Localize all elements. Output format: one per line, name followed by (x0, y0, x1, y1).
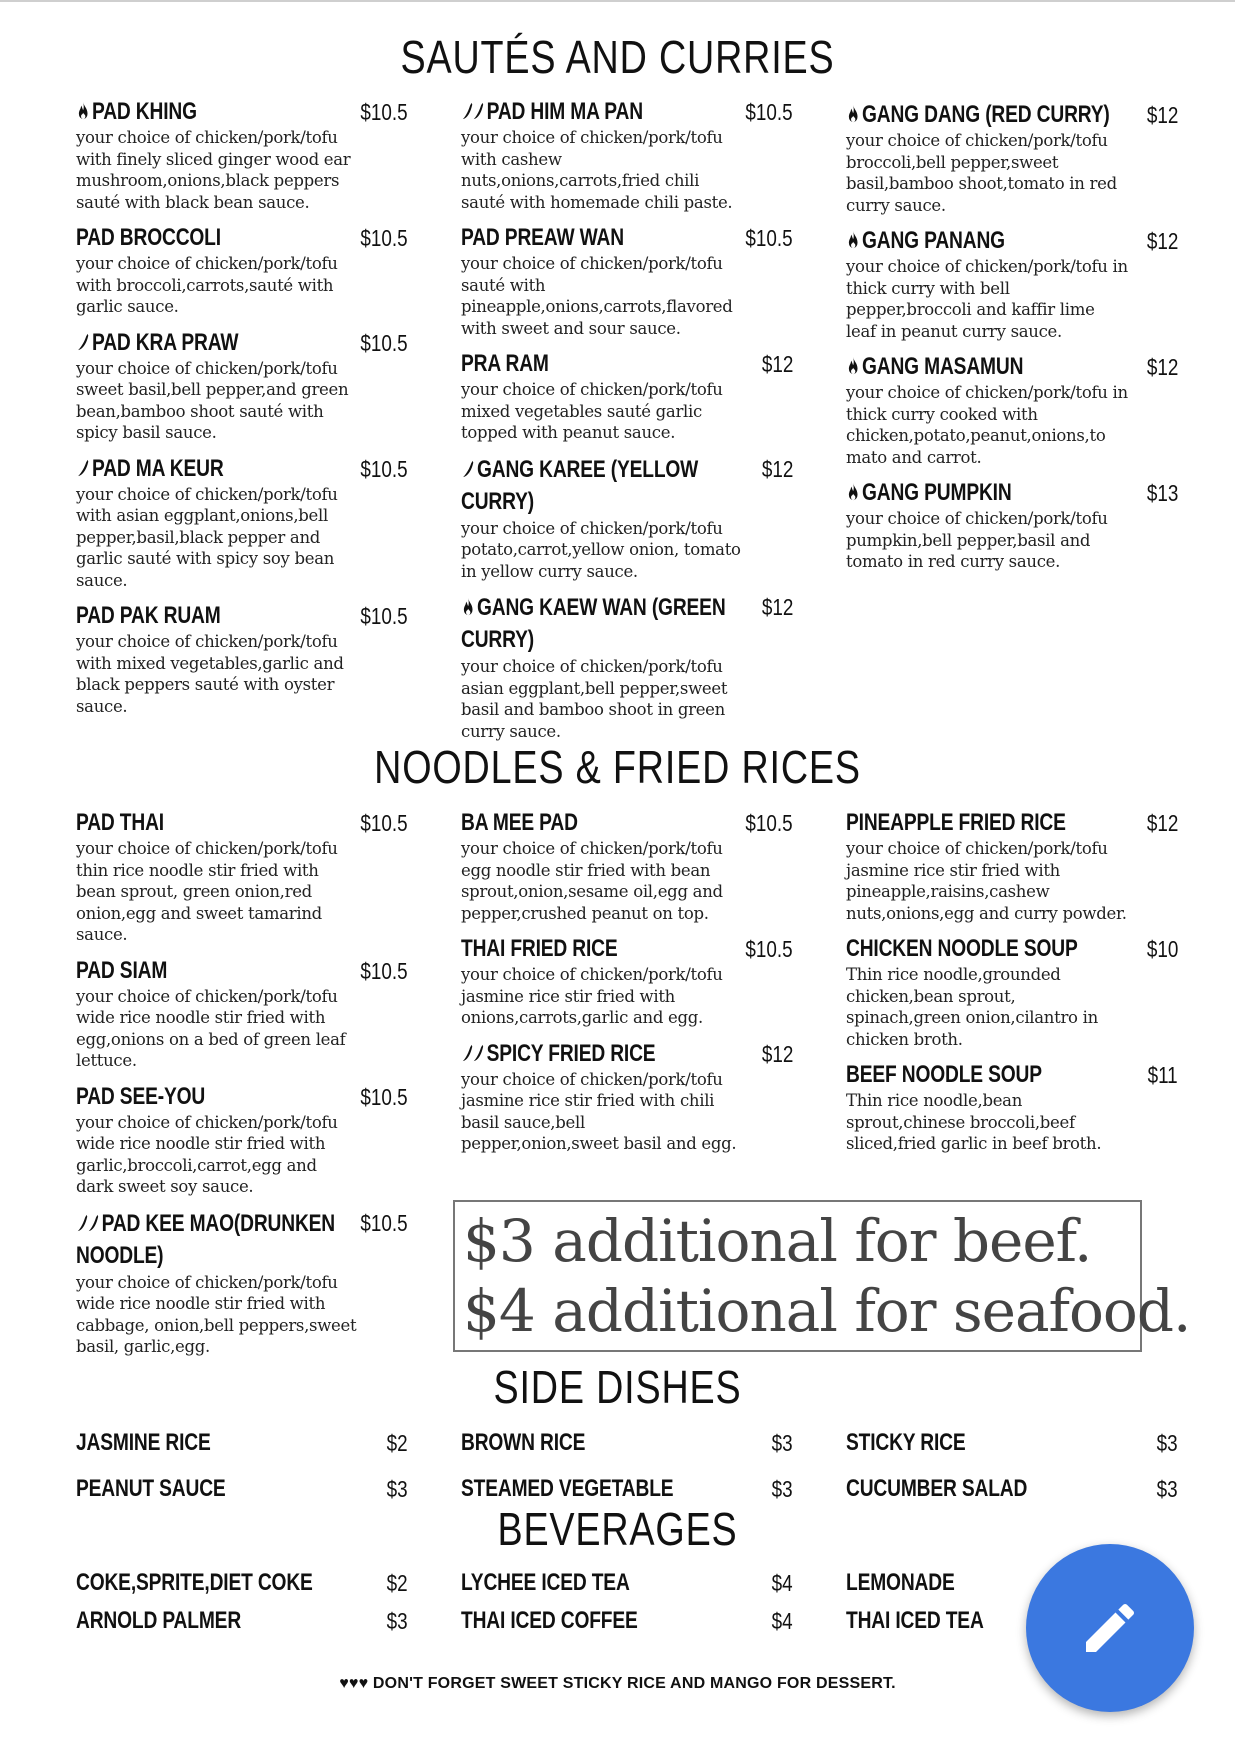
sautes-column-1 (76, 97, 408, 727)
menu-item (461, 454, 793, 583)
menu-item-description: Thin rice noodle,grounded chicken,bean sprout, spinach,green onion,cilantro in chicken broth. (846, 965, 1098, 1049)
menu-item-name (846, 1474, 1027, 1504)
menu-item-name-text: BA MEE PAD (461, 809, 578, 836)
menu-item-description: Thin rice noodle,bean sprout,chinese broccoli,beef sliced,fried garlic in beef broth. (846, 1091, 1102, 1153)
menu-item-header (846, 1428, 1178, 1464)
menu-item-price: $12 (761, 1040, 793, 1067)
menu-item-header (461, 97, 793, 127)
menu-item-header (76, 97, 408, 127)
menu-item (461, 808, 793, 924)
menu-item-name (76, 601, 221, 631)
menu-item-description: your choice of chicken/pork/tofu wide rice noodle stir fried with cabbage, onion,bell peppers,sweet basil, garlic,egg. (76, 1272, 357, 1356)
menu-item-name-text: LYCHEE ICED TEA (461, 1569, 630, 1596)
menu-item-name-text: PAD PREAW WAN (461, 224, 624, 251)
menu-item (76, 808, 408, 946)
chili-icon (76, 330, 90, 350)
menu-item-header (461, 592, 793, 656)
menu-item-name (76, 97, 197, 127)
menu-item-name (461, 349, 549, 379)
menu-item-name-text: PAD PAK RUAM (76, 602, 221, 629)
menu-item (76, 97, 408, 213)
menu-item-name (461, 1568, 630, 1598)
menu-item (461, 592, 793, 742)
beverages-column-1 (76, 1568, 408, 1644)
menu-item-name-text: PAD HIM MA PAN (486, 98, 643, 125)
menu-item-price: $2 (387, 1570, 408, 1596)
menu-item-price: $10.5 (745, 99, 793, 125)
menu-item-name (846, 478, 1012, 508)
menu-item-name (76, 454, 224, 484)
menu-item-name-text: PRA RAM (461, 350, 549, 377)
menu-item-name (76, 1568, 313, 1598)
menu-item (846, 934, 1178, 1050)
menu-item-price: $10.5 (745, 936, 793, 962)
chili-icon (76, 456, 90, 476)
menu-item-name (846, 934, 1078, 964)
menu-item (461, 97, 793, 213)
menu-item-name-text: PAD SIAM (76, 956, 168, 984)
menu-item-description: your choice of chicken/pork/tofu jasmine rice stir fried with onions,carrots,garlic and egg. (461, 965, 723, 1027)
menu-item-price: $12 (1146, 102, 1178, 128)
menu-item-price: $12 (1146, 810, 1178, 836)
menu-item (76, 1606, 408, 1634)
menu-item-name (846, 100, 1110, 130)
menu-item-name (461, 97, 643, 127)
menu-item-header (76, 1568, 408, 1604)
menu-item-price: $12 (1146, 354, 1178, 380)
menu-item-name-text: GANG DANG (RED CURRY) (862, 101, 1110, 128)
sautes-column-2 (461, 97, 793, 752)
menu-item-price: $10.5 (360, 455, 408, 482)
menu-item-name-text: PINEAPPLE FRIED RICE (846, 809, 1066, 836)
fire-icon (846, 228, 860, 248)
menu-item-header (76, 1082, 408, 1112)
menu-item-header (846, 226, 1178, 256)
menu-item (461, 223, 793, 339)
menu-item-name (461, 592, 733, 656)
menu-item (76, 454, 408, 592)
menu-item-price: $13 (1146, 480, 1178, 506)
menu-item-name (461, 1474, 673, 1504)
menu-item-name-text: GANG PUMPKIN (862, 479, 1012, 506)
menu-item-name (76, 1082, 205, 1112)
notice-seafood: $4 additional for seafood. (463, 1277, 1191, 1345)
menu-item-name-text: PAD MA KEUR (92, 454, 224, 482)
menu-item-description: your choice of chicken/pork/tofu with asian eggplant,onions,bell pepper,basil,black pepper and garlic sauté with spicy soy bean sauce. (76, 484, 338, 590)
menu-item-price: $3 (387, 1608, 408, 1634)
menu-item-name-text: PEANUT SAUCE (76, 1475, 226, 1502)
menu-item-name (461, 808, 578, 838)
menu-item-description: your choice of chicken/pork/tofu jasmine rice stir fried with pineapple,raisins,cashew nuts,onions,egg and curry powder. (846, 839, 1127, 923)
chili-icon (76, 1210, 100, 1230)
menu-item-description: your choice of chicken/pork/tofu sauté with pineapple,onions,carrots,flavored with sweet and sour sauce. (461, 254, 733, 338)
menu-item (76, 956, 408, 1072)
menu-item-header (76, 601, 408, 631)
menu-item (846, 808, 1178, 924)
menu-item-price: $10.5 (360, 810, 408, 836)
menu-item-header (846, 352, 1178, 382)
menu-item (461, 1039, 793, 1155)
noodles-column-3 (846, 808, 1178, 1165)
menu-item (76, 328, 408, 444)
edit-fab-button[interactable] (1026, 1544, 1194, 1712)
menu-item-header (846, 1060, 1178, 1090)
menu-item-name (846, 352, 1023, 382)
menu-item-header (76, 1428, 408, 1464)
menu-item-description: your choice of chicken/pork/tofu with cashew nuts,onions,carrots,fried chili sauté with homemade chili paste. (461, 128, 733, 212)
menu-item-name-text: PAD KHING (92, 98, 197, 125)
menu-item (846, 478, 1178, 573)
fire-icon (846, 480, 860, 500)
menu-item-description: your choice of chicken/pork/tofu with finely sliced ginger wood ear mushroom,onions,black peppers sauté with black bean sauce. (76, 128, 351, 212)
menu-item-description: your choice of chicken/pork/tofu with broccoli,carrots,sauté with garlic sauce. (76, 254, 338, 316)
menu-item-header (461, 1568, 793, 1604)
menu-item-header (846, 100, 1178, 130)
menu-item-name-text: GANG KAEW WAN (GREEN CURRY) (461, 594, 726, 653)
menu-item (76, 1568, 408, 1596)
menu-item-header (846, 478, 1178, 508)
menu-item (846, 352, 1178, 468)
menu-item (461, 1606, 793, 1634)
menu-item-description: your choice of chicken/pork/tofu thin rice noodle stir fried with bean sprout, green onion,red onion,egg and sweet tamarind sauce. (76, 839, 338, 944)
menu-item-header (461, 1039, 793, 1069)
menu-item-header (76, 328, 408, 358)
notice-beef: $3 additional for beef. (463, 1207, 1092, 1275)
menu-item-price: $10.5 (360, 1083, 408, 1110)
menu-item-header (76, 808, 408, 838)
menu-item-name (76, 1428, 211, 1458)
menu-item-name (846, 808, 1066, 838)
menu-item-name-text: THAI FRIED RICE (461, 935, 618, 962)
menu-item-name-text: PAD SEE-YOU (76, 1082, 206, 1110)
menu-item-header (846, 934, 1178, 964)
menu-item-name-text: GANG PANANG (862, 227, 1005, 254)
menu-item-name-text: THAI ICED TEA (846, 1607, 984, 1634)
menu-item-name-text: PAD KRA PRAW (92, 328, 239, 356)
menu-item-name-text: BROWN RICE (461, 1429, 586, 1456)
menu-item-name (461, 223, 624, 253)
menu-item-description: your choice of chicken/pork/tofu broccoli,bell pepper,sweet basil,bamboo shoot,tomato in red curry sauce. (846, 131, 1117, 215)
menu-item (461, 1428, 793, 1464)
menu-item-header (461, 934, 793, 964)
menu-item-price: $10.5 (745, 810, 793, 836)
beverages-column-2 (461, 1568, 793, 1644)
menu-item-name (461, 1606, 638, 1636)
menu-item-header (846, 808, 1178, 838)
fire-icon (461, 594, 475, 614)
section-title-sides: SIDE DISHES (493, 1361, 742, 1413)
menu-item-price: $10.5 (360, 1209, 408, 1236)
menu-item-description: your choice of chicken/pork/tofu pumpkin,bell pepper,basil and tomato in red curry sauce. (846, 509, 1108, 571)
menu-item-name (461, 1428, 585, 1458)
menu-item-name-text: STICKY RICE (846, 1429, 966, 1456)
menu-item-description: your choice of chicken/pork/tofu asian eggplant,bell pepper,sweet basil and bamboo shoot in green curry sauce. (461, 657, 728, 741)
menu-item-description: your choice of chicken/pork/tofu egg noodle stir fried with bean sprout,onion,sesame oil,egg and pepper,crushed peanut on top. (461, 839, 723, 923)
menu-item-name-text: LEMONADE (846, 1569, 955, 1596)
menu-item-header (76, 1606, 408, 1642)
menu-item-header (461, 1428, 793, 1464)
fire-icon (846, 102, 860, 122)
menu-item-price: $10.5 (745, 225, 793, 251)
section-title-beverages: BEVERAGES (497, 1503, 738, 1555)
menu-item-name-text: BEEF NOODLE SOUP (846, 1061, 1042, 1088)
menu-item-price: $3 (387, 1476, 408, 1502)
menu-item (846, 1060, 1178, 1155)
noodles-column-1 (76, 808, 408, 1368)
menu-item-price: $10.5 (360, 957, 408, 984)
section-title-sautes: SAUTÉS AND CURRIES (400, 31, 835, 83)
menu-item-description: your choice of chicken/pork/tofu in thick curry cooked with chicken,potato,peanut,onions,to mato and carrot. (846, 383, 1128, 467)
menu-item-name-text: PAD BROCCOLI (76, 224, 221, 251)
menu-item-price: $4 (772, 1608, 793, 1634)
menu-item-price: $3 (1157, 1476, 1178, 1502)
menu-item-description: your choice of chicken/pork/tofu wide rice noodle stir fried with egg,onions on a bed of green leaf lettuce. (76, 986, 346, 1070)
menu-item-name (846, 1428, 966, 1458)
menu-item-name-text: JASMINE RICE (76, 1429, 211, 1456)
fire-icon (76, 99, 90, 119)
menu-item-name (461, 934, 618, 964)
menu-item-header (461, 454, 793, 518)
menu-item-price: $10.5 (360, 329, 408, 356)
menu-item-name (76, 1208, 348, 1272)
menu-item-name (76, 1474, 226, 1504)
menu-item-description: your choice of chicken/pork/tofu in thick curry with bell pepper,broccoli and kaffir lime leaf in peanut curry sauce. (846, 257, 1128, 341)
top-divider (0, 0, 1235, 2)
menu-item-name-text: PAD THAI (76, 809, 164, 836)
menu-item-name-text: GANG KAREE (YELLOW CURRY) (461, 455, 699, 515)
menu-item (76, 1208, 408, 1358)
menu-item-description: your choice of chicken/pork/tofu wide rice noodle stir fried with garlic,broccoli,carrot,egg and dark sweet soy sauce. (76, 1112, 338, 1196)
menu-item-description: your choice of chicken/pork/tofu with mixed vegetables,garlic and black peppers sauté with oyster sauce. (76, 632, 344, 716)
menu-item-name (461, 454, 733, 518)
menu-item-price: $10 (1146, 936, 1178, 962)
menu-item (461, 934, 793, 1029)
menu-item-price: $3 (772, 1430, 793, 1456)
menu-item-price: $3 (1157, 1430, 1178, 1456)
menu-item (76, 1428, 408, 1464)
menu-item-header (76, 1208, 408, 1272)
menu-item-description: your choice of chicken/pork/tofu jasmine rice stir fried with chili basil sauce,bell pepper,onion,sweet basil and egg. (461, 1069, 737, 1153)
menu-item-header (461, 808, 793, 838)
menu-item (461, 349, 793, 444)
menu-item-description: your choice of chicken/pork/tofu potato,carrot,yellow onion, tomato in yellow curry sauce. (461, 518, 741, 581)
menu-item (846, 226, 1178, 342)
menu-item-price: $12 (761, 455, 793, 482)
menu-item-name (846, 226, 1005, 256)
chili-icon (461, 456, 475, 476)
dessert-footer-note: ♥♥♥ DON'T FORGET SWEET STICKY RICE AND MANGO FOR DESSERT. (339, 1675, 896, 1692)
menu-item-header (76, 223, 408, 253)
menu-item-price: $12 (761, 594, 793, 620)
menu-item-description: your choice of chicken/pork/tofu sweet basil,bell pepper,and green bean,bamboo shoot sauté with spicy basil sauce. (76, 358, 349, 442)
menu-item-name (76, 956, 167, 986)
menu-item-name (846, 1606, 984, 1636)
chili-icon (461, 1041, 485, 1061)
menu-item-name (76, 328, 238, 358)
menu-item-name (76, 1606, 241, 1636)
menu-item-name (846, 1568, 955, 1598)
pencil-icon (1078, 1596, 1142, 1660)
menu-item-name-text: COKE,SPRITE,DIET COKE (76, 1569, 313, 1596)
menu-item-header (461, 1606, 793, 1642)
menu-item (76, 223, 408, 318)
menu-item-price: $3 (772, 1476, 793, 1502)
menu-item (461, 1568, 793, 1596)
menu-item-name-text: SPICY FRIED RICE (486, 1039, 656, 1067)
menu-item (76, 1082, 408, 1198)
menu-item-header (76, 956, 408, 986)
menu-item-description: your choice of chicken/pork/tofu mixed vegetables sauté garlic topped with peanut sauce. (461, 380, 723, 442)
menu-item-price: $4 (772, 1570, 793, 1596)
noodles-column-2 (461, 808, 793, 1165)
menu-item-name (846, 1060, 1042, 1090)
sautes-column-3 (846, 100, 1178, 583)
menu-item-price: $12 (1146, 228, 1178, 254)
menu-item-header (461, 349, 793, 379)
menu-item-price: $12 (761, 351, 793, 377)
menu-item-price: $2 (387, 1430, 408, 1456)
menu-item (846, 1428, 1178, 1464)
menu-item-name (461, 1039, 655, 1069)
menu-item-header (76, 454, 408, 484)
additional-charge-notice (453, 1200, 1191, 1352)
menu-item-name (76, 808, 164, 838)
menu-item-name-text: ARNOLD PALMER (76, 1607, 242, 1634)
chili-icon (461, 99, 485, 119)
menu-item-name-text: THAI ICED COFFEE (461, 1607, 638, 1634)
menu-item-price: $10.5 (360, 603, 408, 629)
menu-item-price: $10.5 (360, 99, 408, 125)
fire-icon (846, 354, 860, 374)
menu-item-price: $10.5 (360, 225, 408, 251)
section-title-noodles: NOODLES & FRIED RICES (374, 741, 861, 793)
menu-item-price: $11 (1147, 1062, 1178, 1088)
menu-item-name-text: PAD KEE MAO(DRUNKEN NOODLE) (76, 1209, 336, 1269)
menu-item-name (76, 223, 221, 253)
menu-item-name-text: STEAMED VEGETABLE (461, 1475, 674, 1502)
menu-item (76, 601, 408, 717)
menu-item-header (461, 223, 793, 253)
menu-item-name-text: CHICKEN NOODLE SOUP (846, 935, 1078, 962)
menu-item-name-text: GANG MASAMUN (862, 353, 1024, 380)
menu-item-name-text: CUCUMBER SALAD (846, 1475, 1028, 1502)
menu-item (846, 100, 1178, 216)
